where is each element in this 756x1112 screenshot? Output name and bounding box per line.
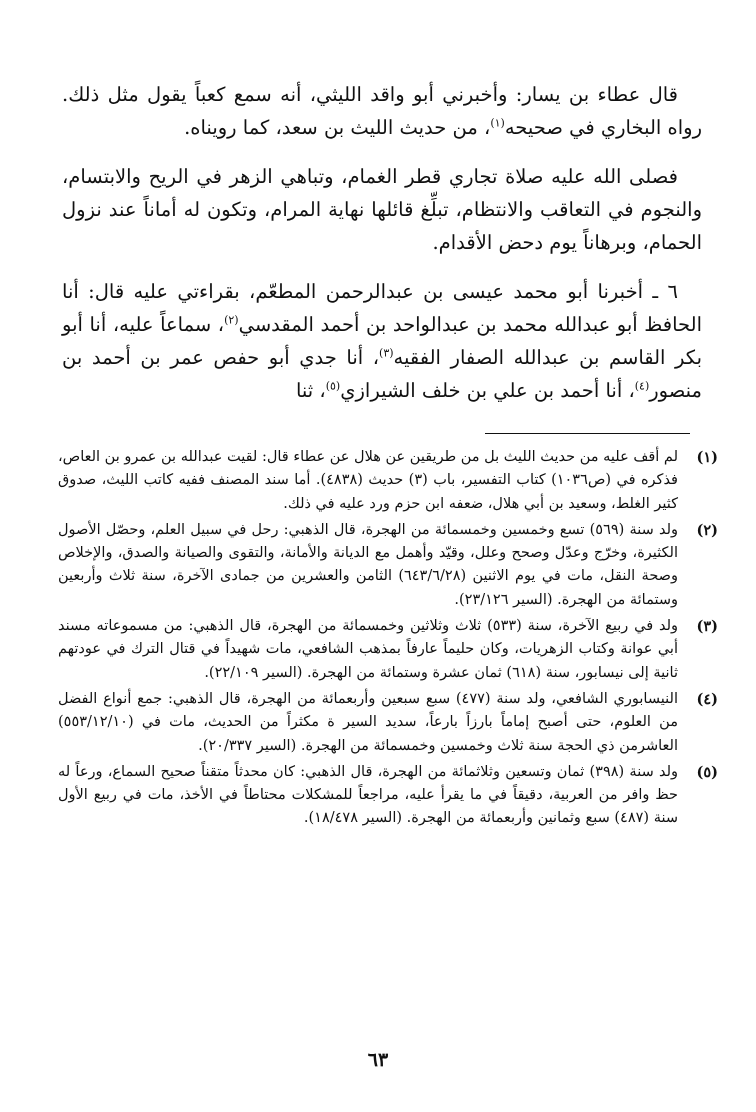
footnote-text: لم أقف عليه من حديث الليث بل من طريقين عن هلال عن عطاء قال: لقيت عبدالله بن عمرو بن العاص، فذكره في (ص١٠٣٦) كتاب التفسير، باب (٣) حديث (٤٨٣٨). أما سند المصنف ففيه كاتب الليث، صدوق كثير الغلط، وسعيد بن أبي هلال، ضعفه ابن حزم ورد عليه في ذلك. xyxy=(58,449,678,512)
footnote-text: ولد سنة (٣٩٨) ثمان وتسعين وثلاثمائة من الهجرة، قال الذهبي: كان محدثاً متقناً صحيح السماع، ورعاً له حظ وافر من العربية، دقيقاً في ما يقرأ عليه، مراجعاً للمشكلات محتاطاً في الأخذ، مات في ربيع الأول سنة (٤٨٧) سبع وثمانين وأربعمائة من الهجرة. (السير ١٨/٤٧٨). xyxy=(58,763,678,827)
footnote-text: ولد في ربيع الآخرة، سنة (٥٣٣) ثلاث وثلاثين وخمسمائة من الهجرة، قال الذهبي: من مسموعاته مسند أبي عوانة وكتاب الزهريات، وكان حليماً عارفاً بمذهب الشافعي، مات شهيداً في قتال الترك في عودتهم ثانية إلى نيسابور، سنة (٦١٨) ثمان عشرة وستمائة من الهجرة. (السير ٢٢/١٠٩). xyxy=(58,618,678,681)
footnote-number: (٤) xyxy=(696,690,718,708)
footnote-ref-1: (١) xyxy=(490,116,505,130)
paragraph-salat: فصلى الله عليه صلاة تجاري قطر الغمام، وتباهي الزهر في الريح والابتسام، والنجوم في التعاقب والانتظام، تبلِّغ قائلها نهاية المرام، وتكون له أماناً عند نزول الحمام، وبرهاناً يوم دحض الأقدام. xyxy=(62,165,702,254)
footnote-item xyxy=(58,615,718,685)
hadith-6-part-e: ، ثنا xyxy=(295,379,326,402)
footnote-separator xyxy=(485,433,690,434)
footnote-number: (١) xyxy=(696,449,718,466)
paragraph-hadith-6 xyxy=(62,275,702,407)
footnote-ref-5: (٥) xyxy=(325,379,341,393)
footnote-item xyxy=(58,761,718,831)
footnote-item xyxy=(58,688,718,758)
footnote-number: (٣) xyxy=(696,618,718,636)
footnote-number: (٥) xyxy=(696,763,718,781)
hadith-6-part-b: ، سماعاً عليه، أنا أبو بكر القاسم بن عبدالله الصفار الفقيه xyxy=(62,313,702,369)
footnote-number: (٢) xyxy=(696,521,718,539)
paragraph-ata-text: قال عطاء بن يسار: وأخبرني أبو واقد الليثي، أنه سمع كعباً يقول مثل ذلك. رواه البخاري في صحيحه xyxy=(62,83,702,139)
paragraph-ata-end: ، من حديث الليث بن سعد، كما رويناه. xyxy=(184,116,491,139)
footnote-ref-3: (٣) xyxy=(379,346,394,360)
page-number: ٦٣ xyxy=(367,1049,389,1071)
footnote-text: النيسابوري الشافعي، ولد سنة (٤٧٧) سبع سبعين وأربعمائة من الهجرة، قال الذهبي: جمع أنواع الفضل من العلوم، حتى أصبح إماماً بارزاً بارعاً، سديد السير ة مكثراً من الحديث، مات في (٥٥٣/١٢/١٠) العاشرمن ذي الحجة سنة ثلاث وخمسين وخمسمائة من الهجرة. (السير ٢٠/٣٣٧). xyxy=(58,690,678,754)
footnote-text: ولد سنة (٥٦٩) تسع وخمسين وخمسمائة من الهجرة، قال الذهبي: رحل في سبيل العلم، وحصّل الأصول الكثيرة، وخرّج وعدّل وصحح وعلل، وقيّد وأهمل مع الديانة والأمانة، والتقوى والصيانة والصدق، والإخلاص وصحة النقل، مات في يوم الاثنين (٦٤٣/٦/٢٨) الثامن والعشرين من جمادى الآخرة، سنة ثلاث وأربعين وستمائة من الهجرة. (السير ٢٣/١٢٦). xyxy=(58,521,678,608)
hadith-6-part-d: ، أنا أحمد بن علي بن خلف الشيرازي xyxy=(340,379,635,402)
footnote-ref-2: (٢) xyxy=(224,313,239,327)
hadith-6-part-a: ٦ ـ أخبرنا أبو محمد عيسى بن عبدالرحمن المطعّم، بقراءتي عليه قال: أنا الحافظ أبو عبدالله محمد بن عبدالواحد بن أحمد المقدسي xyxy=(62,280,702,336)
hadith-6-part-c: ، أنا جدي أبو حفص عمر بن أحمد بن منصور xyxy=(62,346,702,402)
main-text xyxy=(62,78,702,423)
footnote-item xyxy=(58,446,718,516)
paragraph-ata xyxy=(62,78,702,144)
footnote-item xyxy=(58,519,718,612)
footnote-ref-4: (٤) xyxy=(634,379,650,393)
footnotes xyxy=(58,446,718,834)
